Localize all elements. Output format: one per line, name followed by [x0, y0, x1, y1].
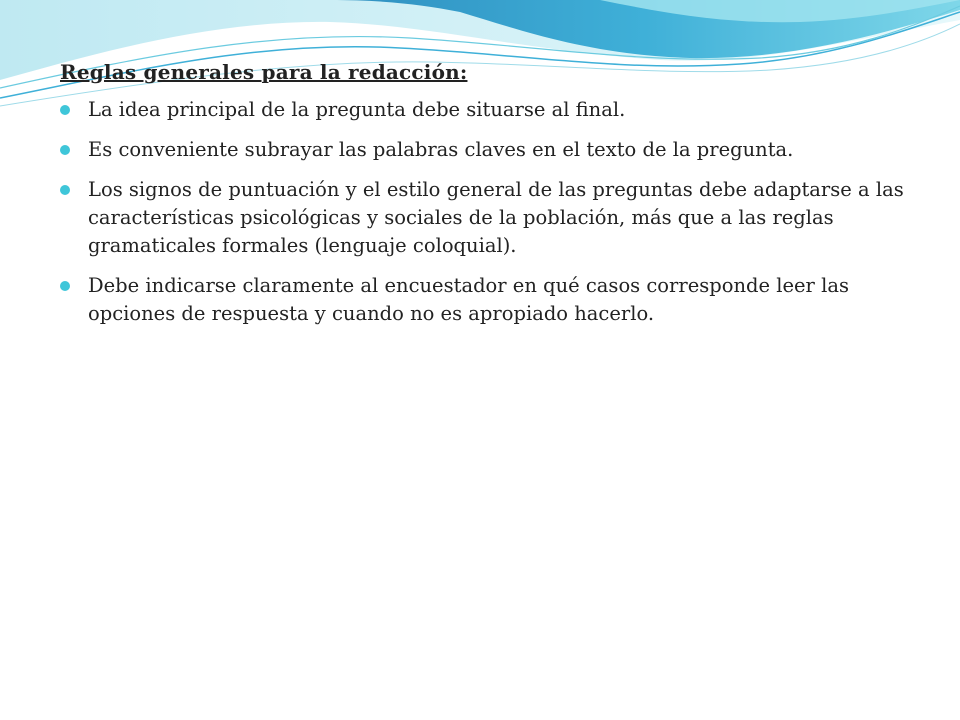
bullet-item	[60, 136, 920, 164]
bullet-text: Es conveniente subrayar las palabras claves en el texto de la pregunta.	[88, 138, 794, 161]
bullet-text: La idea principal de la pregunta debe situarse al final.	[88, 98, 626, 121]
bullet-item	[60, 176, 920, 260]
slide-heading: Reglas generales para la redacción:	[60, 60, 468, 84]
bullet-item	[60, 96, 920, 124]
cyan-circle-bullet-icon	[60, 105, 70, 115]
bullet-text: Debe indicarse claramente al encuestador en qué casos corresponde leer las opciones de respuesta y cuando no es apropiado hacerlo.	[88, 274, 849, 325]
content-area	[60, 56, 920, 340]
cyan-circle-bullet-icon	[60, 185, 70, 195]
bullet-list	[60, 96, 920, 328]
cyan-circle-bullet-icon	[60, 145, 70, 155]
bullet-item	[60, 272, 920, 328]
cyan-circle-bullet-icon	[60, 281, 70, 291]
bullet-text: Los signos de puntuación y el estilo general de las preguntas debe adaptarse a las características psicológicas y sociales de la población, más que a las reglas gramaticales formales (lenguaje coloquial).	[88, 178, 904, 257]
